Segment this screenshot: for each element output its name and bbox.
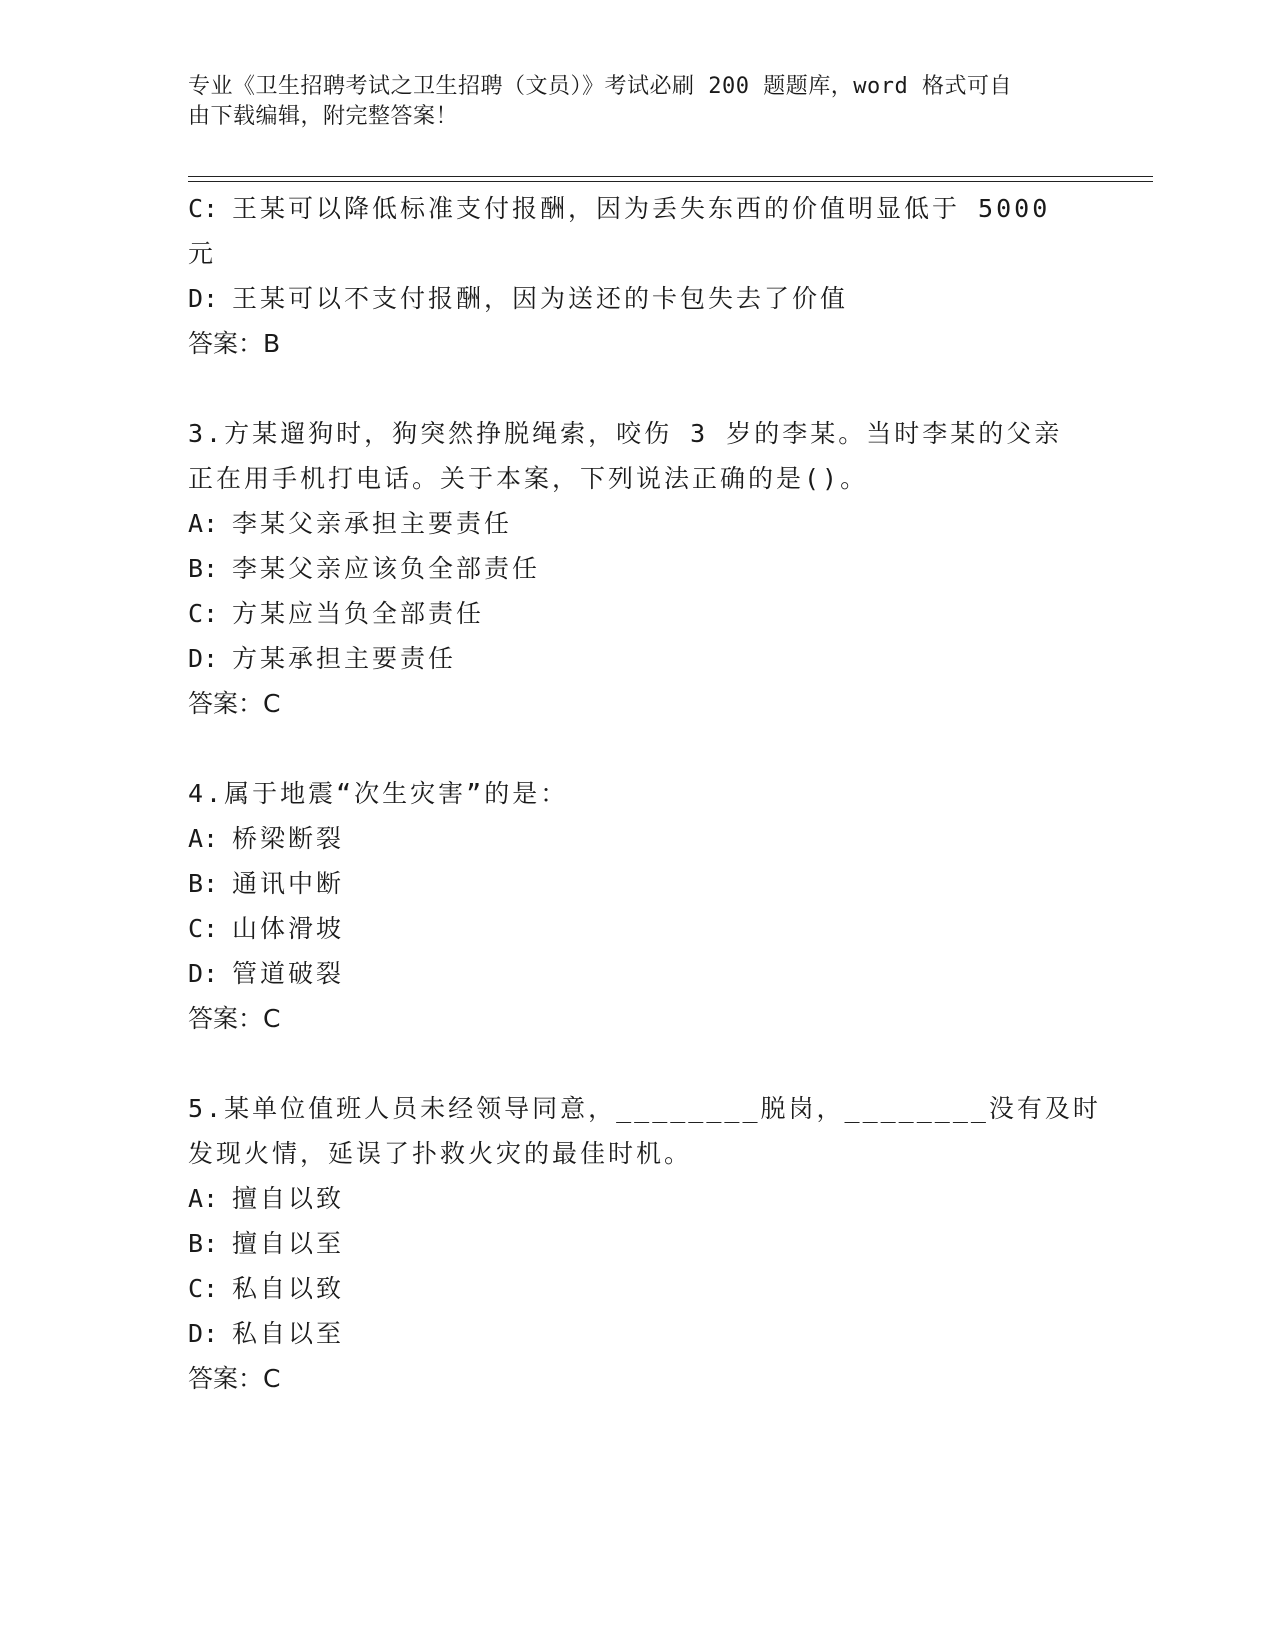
option-letter: D: <box>188 959 219 988</box>
option-b <box>188 861 1068 906</box>
option-d <box>188 636 1068 681</box>
option-text: 管道破裂 <box>232 959 345 988</box>
question-stem: 3.方某遛狗时，狗突然挣脱绳索，咬伤 3 岁的李某。当时李某的父亲 <box>188 419 1063 448</box>
question-stem: 5.某单位值班人员未经领导同意，________脱岗，________没有及时 <box>188 1094 1101 1123</box>
option-text-wrap: 元 <box>188 239 217 268</box>
option-text: 方某应当负全部责任 <box>232 599 485 628</box>
answer-line: 答案：C <box>188 1364 281 1393</box>
header-divider-top <box>188 176 1153 177</box>
question-stem: 发现火情，延误了扑救火灾的最佳时机。 <box>188 1139 693 1168</box>
option-text: 王某可以降低标准支付报酬，因为丢失东西的价值明显低于 5000 <box>232 194 1051 223</box>
option-letter: B: <box>188 1229 219 1258</box>
option-letter: D: <box>188 644 219 673</box>
option-text: 山体滑坡 <box>232 914 345 943</box>
question-stem: 正在用手机打电话。关于本案，下列说法正确的是()。 <box>188 464 869 493</box>
option-letter: A: <box>188 824 219 853</box>
option-b <box>188 1221 1068 1266</box>
option-c <box>188 906 1068 951</box>
option-text: 王某可以不支付报酬，因为送还的卡包失去了价值 <box>232 284 849 313</box>
option-letter: D: <box>188 1319 219 1348</box>
header-divider-bottom <box>188 181 1153 182</box>
option-letter: C: <box>188 599 219 628</box>
option-c <box>188 186 1068 231</box>
option-letter: B: <box>188 869 219 898</box>
answer-line: 答案：C <box>188 689 281 718</box>
option-text: 方某承担主要责任 <box>232 644 457 673</box>
question-stem: 4.属于地震“次生灾害”的是： <box>188 779 569 808</box>
option-letter: B: <box>188 554 219 583</box>
option-d <box>188 951 1068 996</box>
option-a <box>188 816 1068 861</box>
option-text: 李某父亲应该负全部责任 <box>232 554 541 583</box>
option-a <box>188 1176 1068 1221</box>
option-text: 私自以至 <box>232 1319 345 1348</box>
option-letter: C: <box>188 194 219 223</box>
option-text: 桥梁断裂 <box>232 824 345 853</box>
option-c <box>188 1266 1068 1311</box>
header-line-1: 专业《卫生招聘考试之卫生招聘（文员）》考试必刷 200 题题库，word 格式可自 <box>188 74 1012 99</box>
option-b <box>188 546 1068 591</box>
header-line-2: 由下载编辑，附完整答案！ <box>188 104 459 129</box>
option-text: 私自以致 <box>232 1274 345 1303</box>
question-list <box>188 186 1101 1401</box>
option-c <box>188 591 1068 636</box>
answer-line: 答案：C <box>188 1004 281 1033</box>
document-header <box>188 72 1068 132</box>
option-text: 通讯中断 <box>232 869 345 898</box>
option-text: 擅自以至 <box>232 1229 345 1258</box>
answer-line: 答案：B <box>188 329 281 358</box>
option-d <box>188 276 1068 321</box>
option-letter: C: <box>188 914 219 943</box>
option-text: 擅自以致 <box>232 1184 345 1213</box>
option-letter: A: <box>188 1184 219 1213</box>
option-letter: C: <box>188 1274 219 1303</box>
option-text: 李某父亲承担主要责任 <box>232 509 513 538</box>
option-d <box>188 1311 1068 1356</box>
option-letter: A: <box>188 509 219 538</box>
option-a <box>188 501 1068 546</box>
option-letter: D: <box>188 284 219 313</box>
